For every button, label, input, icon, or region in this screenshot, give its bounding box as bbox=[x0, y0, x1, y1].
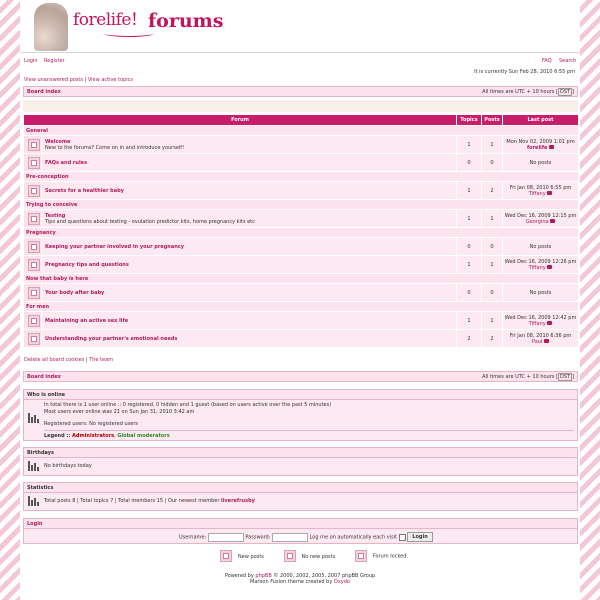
forum-posts: 1 bbox=[482, 210, 503, 228]
forum-description: New to the forums? Come on in and introduce yourself! bbox=[45, 144, 185, 151]
last-post-date: No posts bbox=[529, 243, 552, 250]
last-post-cell bbox=[503, 330, 579, 348]
forum-list bbox=[24, 126, 579, 348]
forum-topics: 0 bbox=[457, 284, 482, 302]
category-row bbox=[24, 274, 579, 284]
login-button[interactable]: Login bbox=[407, 532, 432, 542]
forum-icon-cell bbox=[24, 154, 42, 172]
spacer-band bbox=[23, 100, 578, 112]
forum-description: Tips and questions about testing - ovulation predictor kits, home pregnancy kits etc bbox=[45, 218, 255, 225]
forum-row bbox=[24, 238, 579, 256]
legend-label: Legend :: bbox=[44, 432, 71, 439]
last-post-date: No posts bbox=[529, 159, 552, 166]
forum-row bbox=[24, 210, 579, 228]
last-post-date: Fri Jan 08, 2010 6:36 pm bbox=[509, 332, 572, 339]
forum-icon-cell bbox=[24, 330, 42, 348]
category-title[interactable]: General bbox=[24, 126, 579, 136]
forum-info bbox=[42, 330, 457, 348]
last-post-author bbox=[503, 191, 578, 197]
last-post-cell bbox=[503, 238, 579, 256]
forum-posts: 2 bbox=[482, 330, 503, 348]
login-form bbox=[179, 532, 433, 542]
quick-links bbox=[24, 77, 133, 83]
username-label: Username: bbox=[179, 534, 207, 541]
legend-new-posts: New posts bbox=[238, 553, 264, 560]
forum-posts: 2 bbox=[482, 182, 503, 200]
birthdays-title: Birthdays bbox=[27, 449, 54, 456]
forum-locked-icon bbox=[355, 550, 367, 562]
last-post-date: Wed Dec 16, 2009 12:26 pm bbox=[504, 258, 577, 265]
faq-link[interactable]: FAQ bbox=[542, 58, 552, 64]
separator: | bbox=[84, 77, 87, 83]
goto-last-post-icon[interactable] bbox=[549, 145, 554, 149]
legend-forum-locked: Forum locked bbox=[372, 553, 407, 560]
last-post-user-link[interactable]: Tiffany bbox=[528, 190, 546, 197]
forum-row bbox=[24, 136, 579, 154]
goto-last-post-icon[interactable] bbox=[544, 339, 549, 343]
last-post-cell bbox=[503, 182, 579, 200]
last-post-cell bbox=[503, 154, 579, 172]
stats-chart-icon bbox=[28, 496, 39, 506]
forum-read-icon bbox=[28, 213, 40, 225]
statistics-text: Total posts 8 | Total topics 7 | Total members 15 | Our newest member bbox=[44, 498, 220, 504]
separator: , bbox=[114, 432, 116, 439]
last-post-date: Mon Nov 02, 2009 1:01 pm bbox=[506, 138, 575, 145]
last-post-author bbox=[503, 265, 578, 271]
forum-info bbox=[42, 154, 457, 172]
goto-last-post-icon[interactable] bbox=[547, 321, 552, 325]
new-posts-icon bbox=[220, 550, 232, 562]
forum-title-link[interactable]: Understanding your partner's emotional needs bbox=[45, 335, 178, 342]
forum-row bbox=[24, 284, 579, 302]
forum-icon-cell bbox=[24, 312, 42, 330]
global-moderators-link[interactable]: Global moderators bbox=[117, 432, 170, 439]
page bbox=[20, 0, 580, 600]
last-post-author bbox=[503, 339, 578, 345]
forum-posts: 0 bbox=[482, 238, 503, 256]
last-post-cell bbox=[503, 256, 579, 274]
forum-title-link[interactable]: Testing bbox=[45, 212, 66, 219]
timezone-info bbox=[482, 374, 574, 380]
password-input[interactable] bbox=[272, 533, 308, 542]
forums-title: forums bbox=[148, 10, 224, 32]
forum-topics: 1 bbox=[457, 256, 482, 274]
theme-credit: Maroon Fusion theme created by bbox=[250, 579, 333, 585]
forum-read-icon bbox=[28, 185, 40, 197]
forum-title-link[interactable]: Maintaining an active sex life bbox=[45, 317, 129, 324]
forum-icon-cell bbox=[24, 182, 42, 200]
forum-topics: 0 bbox=[457, 154, 482, 172]
site-logo[interactable]: forelife! bbox=[73, 10, 138, 30]
forum-info bbox=[42, 210, 457, 228]
divider bbox=[20, 52, 580, 53]
forum-icon-cell bbox=[24, 210, 42, 228]
header-last-post: Last post bbox=[503, 115, 579, 126]
last-post-date: No posts bbox=[529, 289, 552, 296]
forum-topics: 1 bbox=[457, 136, 482, 154]
forum-topics: 2 bbox=[457, 330, 482, 348]
stats-chart-icon bbox=[28, 461, 39, 471]
statistics-line bbox=[44, 498, 255, 505]
active-topics-link[interactable]: View active topics bbox=[87, 77, 134, 83]
who-online-title: Who is online bbox=[27, 391, 66, 398]
last-post-cell bbox=[503, 136, 579, 154]
forum-posts: 0 bbox=[482, 284, 503, 302]
last-post-user-link[interactable]: Tiffany bbox=[528, 320, 546, 327]
forum-read-icon bbox=[28, 333, 40, 345]
forum-icon-cell bbox=[24, 238, 42, 256]
stats-chart-icon bbox=[28, 413, 39, 423]
legend-line bbox=[44, 433, 574, 440]
password-label: Password: bbox=[245, 534, 271, 541]
forum-posts: 1 bbox=[482, 256, 503, 274]
separator: | bbox=[85, 357, 88, 363]
category-title[interactable]: Pregnancy bbox=[24, 228, 579, 238]
logo-photo bbox=[34, 3, 68, 51]
forum-title-link[interactable]: FAQs and rules bbox=[45, 159, 88, 166]
most-online: Most users ever online was 21 on Sun Jan 31, 2010 3:42 am bbox=[44, 408, 195, 415]
forum-table bbox=[23, 114, 579, 348]
forum-read-icon bbox=[28, 259, 40, 271]
login-link[interactable]: Login bbox=[24, 58, 38, 64]
forum-topics: 1 bbox=[457, 182, 482, 200]
statistics-title: Statistics bbox=[27, 484, 54, 491]
timezone-text: All times are UTC + 10 hours [ bbox=[482, 88, 558, 95]
remember-checkbox[interactable] bbox=[399, 534, 406, 541]
forum-info bbox=[42, 136, 457, 154]
forum-title-link[interactable]: Welcome bbox=[45, 138, 71, 145]
breadcrumb-bar bbox=[23, 86, 578, 97]
dst-link[interactable]: DST bbox=[559, 373, 571, 380]
forum-topics: 1 bbox=[457, 312, 482, 330]
copyright: © 2000, 2002, 2005, 2007 phpBB Group bbox=[273, 573, 376, 579]
forum-title-link[interactable]: Secrets for a healthier baby bbox=[45, 187, 124, 194]
forum-info bbox=[42, 312, 457, 330]
category-row bbox=[24, 200, 579, 210]
category-row bbox=[24, 228, 579, 238]
forum-row bbox=[24, 312, 579, 330]
delete-cookies-link[interactable]: Delete all board cookies bbox=[24, 357, 85, 363]
forum-row bbox=[24, 256, 579, 274]
category-row bbox=[24, 172, 579, 182]
username-input[interactable] bbox=[208, 533, 244, 542]
timezone-text: All times are UTC + 10 hours [ bbox=[482, 373, 558, 380]
timezone-info bbox=[482, 89, 574, 95]
legend-no-new-posts: No new posts bbox=[301, 553, 336, 560]
forum-title-link[interactable]: Your body after baby bbox=[45, 289, 105, 296]
category-title[interactable]: Trying to conceive bbox=[24, 200, 579, 210]
last-post-date: Wed Dec 16, 2009 12:42 pm bbox=[504, 314, 577, 321]
icon-legend bbox=[220, 550, 420, 562]
birthdays-header bbox=[23, 447, 578, 458]
last-post-cell bbox=[503, 284, 579, 302]
unanswered-posts-link[interactable]: View unanswered posts bbox=[24, 77, 83, 83]
phpbb-link[interactable]: phpBB bbox=[255, 573, 272, 579]
login-title[interactable]: Login bbox=[27, 520, 43, 527]
timezone-bracket: ] bbox=[572, 88, 574, 95]
last-post-user-link[interactable]: forelife bbox=[526, 144, 548, 151]
header bbox=[20, 0, 580, 56]
forum-read-icon bbox=[28, 241, 40, 253]
header-topics: Topics bbox=[457, 115, 482, 126]
who-online-text bbox=[44, 402, 574, 439]
last-post-cell bbox=[503, 312, 579, 330]
forum-row bbox=[24, 154, 579, 172]
board-index-link[interactable]: Board index bbox=[27, 88, 61, 95]
forum-topics: 0 bbox=[457, 238, 482, 256]
remember-label: Log me on automatically each visit bbox=[309, 534, 398, 541]
credits bbox=[20, 573, 580, 585]
last-post-date: Fri Jan 08, 2010 6:55 pm bbox=[509, 184, 572, 191]
forum-topics: 1 bbox=[457, 210, 482, 228]
who-online-header bbox=[23, 389, 578, 400]
no-new-posts-icon bbox=[284, 550, 296, 562]
forum-read-icon bbox=[28, 315, 40, 327]
forum-posts: 0 bbox=[482, 154, 503, 172]
forum-read-icon bbox=[28, 287, 40, 299]
birthdays-panel bbox=[23, 458, 578, 476]
register-link[interactable]: Register bbox=[44, 58, 65, 64]
forum-icon-cell bbox=[24, 256, 42, 274]
login-panel bbox=[23, 529, 578, 544]
forum-row bbox=[24, 182, 579, 200]
category-row bbox=[24, 302, 579, 312]
online-count: In total there is 1 user online :: 0 registered, 0 hidden and 1 guest (based on users active over the past 5 minutes) bbox=[44, 402, 332, 408]
newest-member-link[interactable]: liverefrusby bbox=[220, 498, 255, 504]
powered-by: Powered by bbox=[224, 573, 254, 579]
birthdays-text: No birthdays today bbox=[44, 463, 92, 469]
statistics-panel bbox=[23, 493, 578, 511]
forum-row bbox=[24, 330, 579, 348]
board-index-link[interactable]: Board index bbox=[27, 373, 61, 380]
forum-icon-cell bbox=[24, 284, 42, 302]
forum-info bbox=[42, 238, 457, 256]
table-header bbox=[24, 115, 579, 126]
forum-posts: 1 bbox=[482, 312, 503, 330]
category-title[interactable]: Now that baby is here bbox=[24, 274, 579, 284]
forum-read-icon bbox=[28, 139, 40, 151]
forum-read-icon bbox=[28, 157, 40, 169]
forum-info bbox=[42, 284, 457, 302]
goto-last-post-icon[interactable] bbox=[547, 191, 552, 195]
login-header bbox=[23, 518, 578, 529]
forum-icon-cell bbox=[24, 136, 42, 154]
registered-users: Registered users: No registered users bbox=[44, 421, 139, 427]
footer-links bbox=[24, 357, 113, 363]
team-link[interactable]: The team bbox=[89, 357, 114, 363]
last-post-author bbox=[503, 219, 578, 225]
last-post-author bbox=[503, 321, 578, 327]
category-row bbox=[24, 126, 579, 136]
last-post-user-link[interactable]: Georgina bbox=[525, 218, 549, 225]
dst-link[interactable]: DST bbox=[559, 88, 571, 95]
administrators-link[interactable]: Administrators bbox=[72, 432, 115, 439]
theme-author-link[interactable]: Oxydo bbox=[333, 579, 350, 585]
goto-last-post-icon[interactable] bbox=[547, 265, 552, 269]
goto-last-post-icon[interactable] bbox=[550, 219, 555, 223]
last-post-date: Wed Dec 16, 2009 12:15 pm bbox=[504, 212, 577, 219]
forum-info bbox=[42, 256, 457, 274]
category-title[interactable]: Pre-conception bbox=[24, 172, 579, 182]
last-post-user-link[interactable]: Paul bbox=[532, 338, 543, 345]
current-time: It is currently Sun Feb 28, 2010 6:55 pm bbox=[474, 69, 575, 75]
header-forum: Forum bbox=[24, 115, 457, 126]
who-online-panel bbox=[23, 400, 578, 441]
logo-swoosh bbox=[104, 30, 154, 37]
forum-info bbox=[42, 182, 457, 200]
last-post-user-link[interactable]: Tiffany bbox=[528, 264, 546, 271]
search-link[interactable]: Search bbox=[559, 58, 577, 64]
category-title[interactable]: For men bbox=[24, 302, 579, 312]
forum-title-link[interactable]: Pregnancy tips and questions bbox=[45, 261, 129, 268]
statistics-header bbox=[23, 482, 578, 493]
last-post-author bbox=[503, 145, 578, 151]
forum-posts: 1 bbox=[482, 136, 503, 154]
forum-title-link[interactable]: Keeping your partner involved in your pregnancy bbox=[45, 243, 185, 250]
header-posts: Posts bbox=[482, 115, 503, 126]
last-post-cell bbox=[503, 210, 579, 228]
timezone-bracket: ] bbox=[572, 373, 574, 380]
breadcrumb-bar-bottom bbox=[23, 371, 578, 382]
